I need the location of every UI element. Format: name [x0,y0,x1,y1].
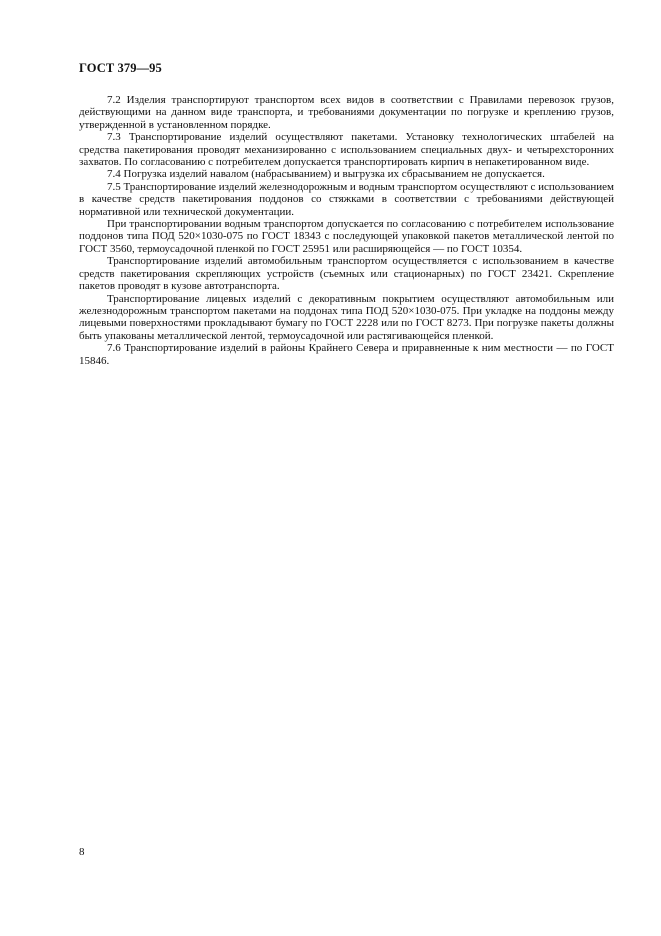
paragraph-7-6: 7.6 Транспортирование изделий в районы Крайнего Севера и приравненные к ним местности — по ГОСТ 15846. [79,342,614,367]
paragraph-7-5-water-transport: При транспортировании водным транспортом допускается по согласованию с потребителем использование поддонов типа ПОД 520×1030-075 по ГОСТ 18343 с последующей упаковкой пакетов металлической лентой по ГОСТ 3560, термоусадочной пленкой по ГОСТ 25951 или расширяющейся — по ГОСТ 10354. [79,218,614,255]
paragraph-7-5-decorative-products: Транспортирование лицевых изделий с декоративным покрытием осуществляют автомобильным или железнодорожным транспортом пакетами на поддонах типа ПОД 520×1030-075. При укладке на поддоны между лицевыми поверхностями прокладывают бумагу по ГОСТ 2228 или по ГОСТ 8273. При погрузке пакеты должны быть упакованы металлической лентой, термоусадочной или растягивающейся пленкой. [79,292,614,342]
document-header: ГОСТ 379—95 [79,61,162,75]
paragraph-7-2: 7.2 Изделия транспортируют транспортом всех видов в соответствии с Правилами перевозок грузов, действующими на данном виде транспорта, и требованиями документации по погрузке и креплению грузов, утвержденной в установленном порядке. [79,94,614,131]
paragraph-7-5-road-transport: Транспортирование изделий автомобильным транспортом осуществляется с использованием в качестве средств пакетирования скрепляющих устройств (съемных или стационарных) по ГОСТ 23421. Скрепление пакетов проводят в кузове автотранспорта. [79,255,614,293]
paragraph-7-5: 7.5 Транспортирование изделий железнодорожным и водным транспортом осуществляют с использованием в качестве средств пакетирования поддонов со стяжками в соответствии с требованиями действующей нормативной или технической документации. [79,180,614,218]
paragraph-7-4: 7.4 Погрузка изделий навалом (набрасыванием) и выгрузка их сбрасыванием не допускается. [107,168,545,181]
paragraph-7-3: 7.3 Транспортирование изделий осуществляют пакетами. Установку технологических штабелей на средства пакетирования проводят механизированно с использованием специальных двух- и четырехсторонних захватов. По согласованию с потребителем допускается транспортировать кирпич в непакетированном виде. [79,131,614,169]
page-number: 8 [79,846,85,858]
document-body [79,94,614,367]
